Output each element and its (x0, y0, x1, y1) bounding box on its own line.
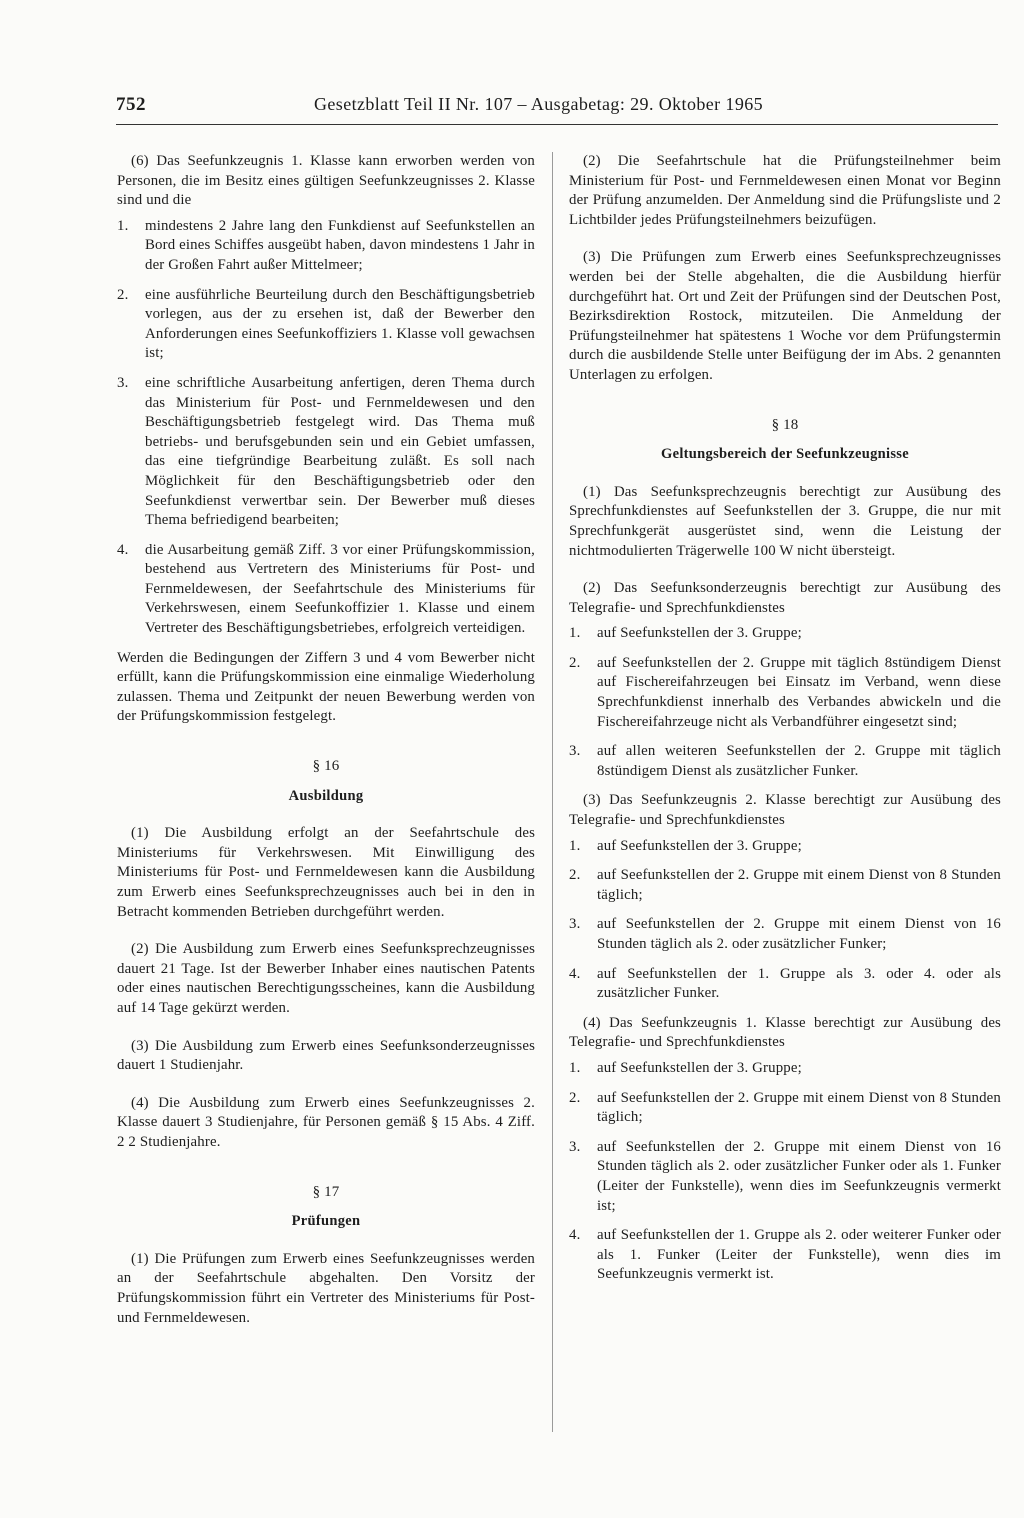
list-item-text: auf Seefunkstellen der 3. Gruppe; (597, 837, 802, 854)
list-item (117, 286, 535, 364)
list-item-number: 1. (569, 625, 581, 642)
section-17-paragraph-2: (2) Die Seefahrtschule hat die Prüfungsteilnehmer beim Ministerium für Post- und Fernmeldewesen einen Monat vor Beginn der Prüfung anzumelden. Der Anmeldung sind die Prüfungsliste und 2 Lichtbilder jedes Prüfungsteilnehmers beizufügen. (569, 153, 1001, 228)
list-item-number: 4. (569, 965, 581, 982)
list-item-number: 1. (569, 1059, 581, 1076)
section-16-title: Ausbildung (288, 787, 364, 804)
paragraph-6-list (117, 217, 535, 639)
list-item (569, 837, 1001, 857)
page-header (116, 94, 998, 128)
list-item (569, 624, 1001, 644)
list-item (569, 1059, 1001, 1079)
list-item (117, 217, 535, 276)
list-item-number: 3. (117, 374, 129, 391)
list-item-number: 4. (569, 1227, 581, 1244)
list-item-text: auf Seefunkstellen der 2. Gruppe mit einem Dienst von 16 Stunden täglich als 2. oder zusätzlicher Funker oder als 1. Funker (Leiter der Funkstelle), wenn dies im Seefunkzeugnis vermerkt ist; (597, 1138, 1001, 1214)
list-item (569, 965, 1001, 1004)
list-item-text: auf Seefunkstellen der 2. Gruppe mit einem Dienst von 16 Stunden täglich als 2. oder zusätzlicher Funker; (597, 916, 1001, 952)
section-18-paragraph-3-list (569, 837, 1001, 1004)
page-number: 752 (116, 94, 146, 115)
section-16-paragraph-4: (4) Die Ausbildung zum Erwerb eines Seefunkzeugnisses 2. Klasse dauert 3 Studienjahre, für Personen gemäß § 15 Abs. 4 Ziff. 2 2 Studienjahre. (117, 1094, 535, 1150)
running-title: Gesetzblatt Teil II Nr. 107 – Ausgabetag: 29. Oktober 1965 (314, 94, 764, 114)
list-item-number: 2. (569, 654, 581, 671)
left-column (117, 152, 535, 1422)
paragraph-6-conclusion: Werden die Bedingungen der Ziffern 3 und 4 vom Bewerber nicht erfüllt, kann die Prüfungskommission eine einmalige Wiederholung zulassen. Thema und Zeitpunkt der neuen Bewerbung werden von der Prüfungskommission festgelegt. (117, 649, 535, 725)
list-item-number: 2. (569, 867, 581, 884)
list-item-number: 2. (117, 286, 129, 303)
list-item-text: mindestens 2 Jahre lang den Funkdienst auf Seefunkstellen an Bord eines Schiffes ausgeübt haben, davon mindestens 1 Jahr in der Großen Fahrt außer Mittelmeer; (145, 217, 535, 273)
list-item-text: auf Seefunkstellen der 2. Gruppe mit täglich 8stündigem Dienst auf Fischereifahrzeugen bei Einsatz im Verband, wenn diese Sprechfunkdienst innerhalb des Verbandes abwickeln und die Fischereifahrzeuge nicht als Verbandführer eingesetzt sind; (597, 654, 1001, 730)
list-item (569, 742, 1001, 781)
list-item-number: 3. (569, 743, 581, 760)
list-item-text: auf Seefunkstellen der 3. Gruppe; (597, 1059, 802, 1076)
section-18-number: § 18 (771, 416, 799, 433)
list-item (569, 1089, 1001, 1128)
list-item-text: auf allen weiteren Seefunkstellen der 2. Gruppe mit täglich 8stündigem Dienst als zusätzlicher Funker. (597, 743, 1001, 779)
list-item-text: auf Seefunkstellen der 1. Gruppe als 3. oder 4. oder als zusätzlicher Funker. (597, 965, 1001, 1002)
list-item (569, 1226, 1001, 1285)
list-item-text: die Ausarbeitung gemäß Ziff. 3 vor einer Prüfungskommission, bestehend aus Vertretern des Ministeriums für Post- und Fernmeldewesen, der Seefahrtschule des Ministeriums für Verkehrswesen, einem Seefunkoffizier 1. Klasse und einem Vertreter des Beschäftigungsbetriebes, erfolgreich verteidigen. (145, 541, 535, 637)
section-17-number: § 17 (312, 1183, 340, 1200)
list-item-text: auf Seefunkstellen der 3. Gruppe; (597, 625, 802, 642)
list-item-number: 1. (117, 217, 129, 234)
list-item-text: auf Seefunkstellen der 1. Gruppe als 2. oder weiterer Funker oder als 1. Funker (Leiter der Funkstelle), wenn dies im Seefunkzeugnis vermerkt ist. (597, 1227, 1001, 1283)
list-item (569, 915, 1001, 954)
section-18-paragraph-1: (1) Das Seefunksprechzeugnis berechtigt zur Ausübung des Sprechfunkdienstes auf Seefunkstellen der 3. Gruppe, die nur mit Sprechfunkgerät ausgerüstet sind, wenn die Leistung der nichtmodulierten Trägerwelle 100 W nicht übersteigt. (569, 483, 1001, 559)
list-item-number: 1. (569, 837, 581, 854)
section-18-paragraph-4-list (569, 1059, 1001, 1285)
section-17-title: Prüfungen (291, 1213, 361, 1230)
column-divider (552, 152, 553, 1432)
paragraph-6: (6) Das Seefunkzeugnis 1. Klasse kann erworben werden von Personen, die im Besitz eines gültigen Seefunkzeugnisses 2. Klasse sind und die (117, 153, 535, 209)
section-16-paragraph-1: (1) Die Ausbildung erfolgt an der Seefahrtschule des Ministeriums für Verkehrswesen. Mit Einwilligung des Ministeriums für Post- und Fernmeldewesen kann die Ausbildung zum Erwerb eines Seefunksprechzeugnisses auch bei in den in Betracht kommenden Betrieben durchgeführt werden. (117, 825, 535, 920)
list-item (569, 866, 1001, 905)
list-item-number: 3. (569, 1138, 581, 1155)
section-16-paragraph-3: (3) Die Ausbildung zum Erwerb eines Seefunksonderzeugnisses dauert 1 Studienjahr. (117, 1037, 535, 1074)
list-item (117, 374, 535, 531)
section-18-paragraph-2: (2) Das Seefunksonderzeugnis berechtigt zur Ausübung des Telegrafie- und Sprechfunkdienstes (569, 580, 1001, 616)
section-17-paragraph-3: (3) Die Prüfungen zum Erwerb eines Seefunksprechzeugnisses werden bei der Stelle abgehalten, die die Ausbildung hierfür durchgeführt hat. Ort und Zeit der Prüfungen sind der Deutschen Post, Bezirksdirektion Rostock, mitzuteilen. Die Anmeldung der Prüfungsteilnehmer hat spätestens 1 Woche vor dem Prüfungstermin durch die ausbildende Stelle unter Beifügung der im Abs. 2 genannten Unterlagen zu erfolgen. (569, 249, 1001, 383)
list-item-text: auf Seefunkstellen der 2. Gruppe mit einem Dienst von 8 Stunden täglich; (597, 867, 1001, 903)
section-17-paragraph-1: (1) Die Prüfungen zum Erwerb eines Seefunkzeugnisses werden an der Seefahrtschule abgehalten. Den Vorsitz der Prüfungskommission führt ein Vertreter des Ministeriums für Post- und Fernmeldewesen. (117, 1250, 535, 1326)
right-column (569, 152, 1001, 1422)
section-18-title: Geltungsbereich der Seefunkzeugnisse (661, 446, 909, 463)
list-item (569, 1138, 1001, 1216)
section-18-paragraph-2-list (569, 624, 1001, 781)
list-item-number: 4. (117, 541, 129, 558)
section-16-number: § 16 (312, 758, 340, 775)
list-item-text: auf Seefunkstellen der 2. Gruppe mit einem Dienst von 8 Stunden täglich; (597, 1089, 1001, 1126)
list-item-text: eine schriftliche Ausarbeitung anfertigen, deren Thema durch das Ministerium für Post- und Fernmeldewesen und den Beschäftigungsbetrieb festgelegt wird. Das Thema muß betriebs- und berufsgebunden sein und ein Gebiet umfassen, das eine tiefgründige Bearbeitung zuläßt. Es soll nach Möglichkeit für den Beschäftigungsbetrieb oder den Seefunkdienst verwertbar sein. Der Bewerber muß dieses Thema befriedigend bearbeiten; (145, 374, 535, 529)
section-18-paragraph-3: (3) Das Seefunkzeugnis 2. Klasse berechtigt zur Ausübung des Telegrafie- und Sprechfunkdienstes (569, 792, 1001, 829)
list-item-number: 2. (569, 1089, 581, 1106)
list-item (117, 541, 535, 639)
section-16-paragraph-2: (2) Die Ausbildung zum Erwerb eines Seefunksprechzeugnisses dauert 21 Tage. Ist der Bewerber Inhaber eines nautischen Patents oder eines nautischen Berechtigungsscheines, kann die Ausbildung auf 14 Tage gekürzt werden. (117, 941, 535, 1016)
list-item (569, 654, 1001, 732)
list-item-text: eine ausführliche Beurteilung durch den Beschäftigungsbetrieb vorlegen, aus der zu ersehen ist, daß der Bewerber den Anforderungen eines Seefunkoffiziers 1. Klasse voll gewachsen ist; (145, 286, 535, 362)
list-item-number: 3. (569, 916, 581, 933)
section-18-paragraph-4: (4) Das Seefunkzeugnis 1. Klasse berechtigt zur Ausübung des Telegrafie- und Sprechfunkdienstes (569, 1014, 1001, 1051)
header-rule (116, 124, 998, 125)
